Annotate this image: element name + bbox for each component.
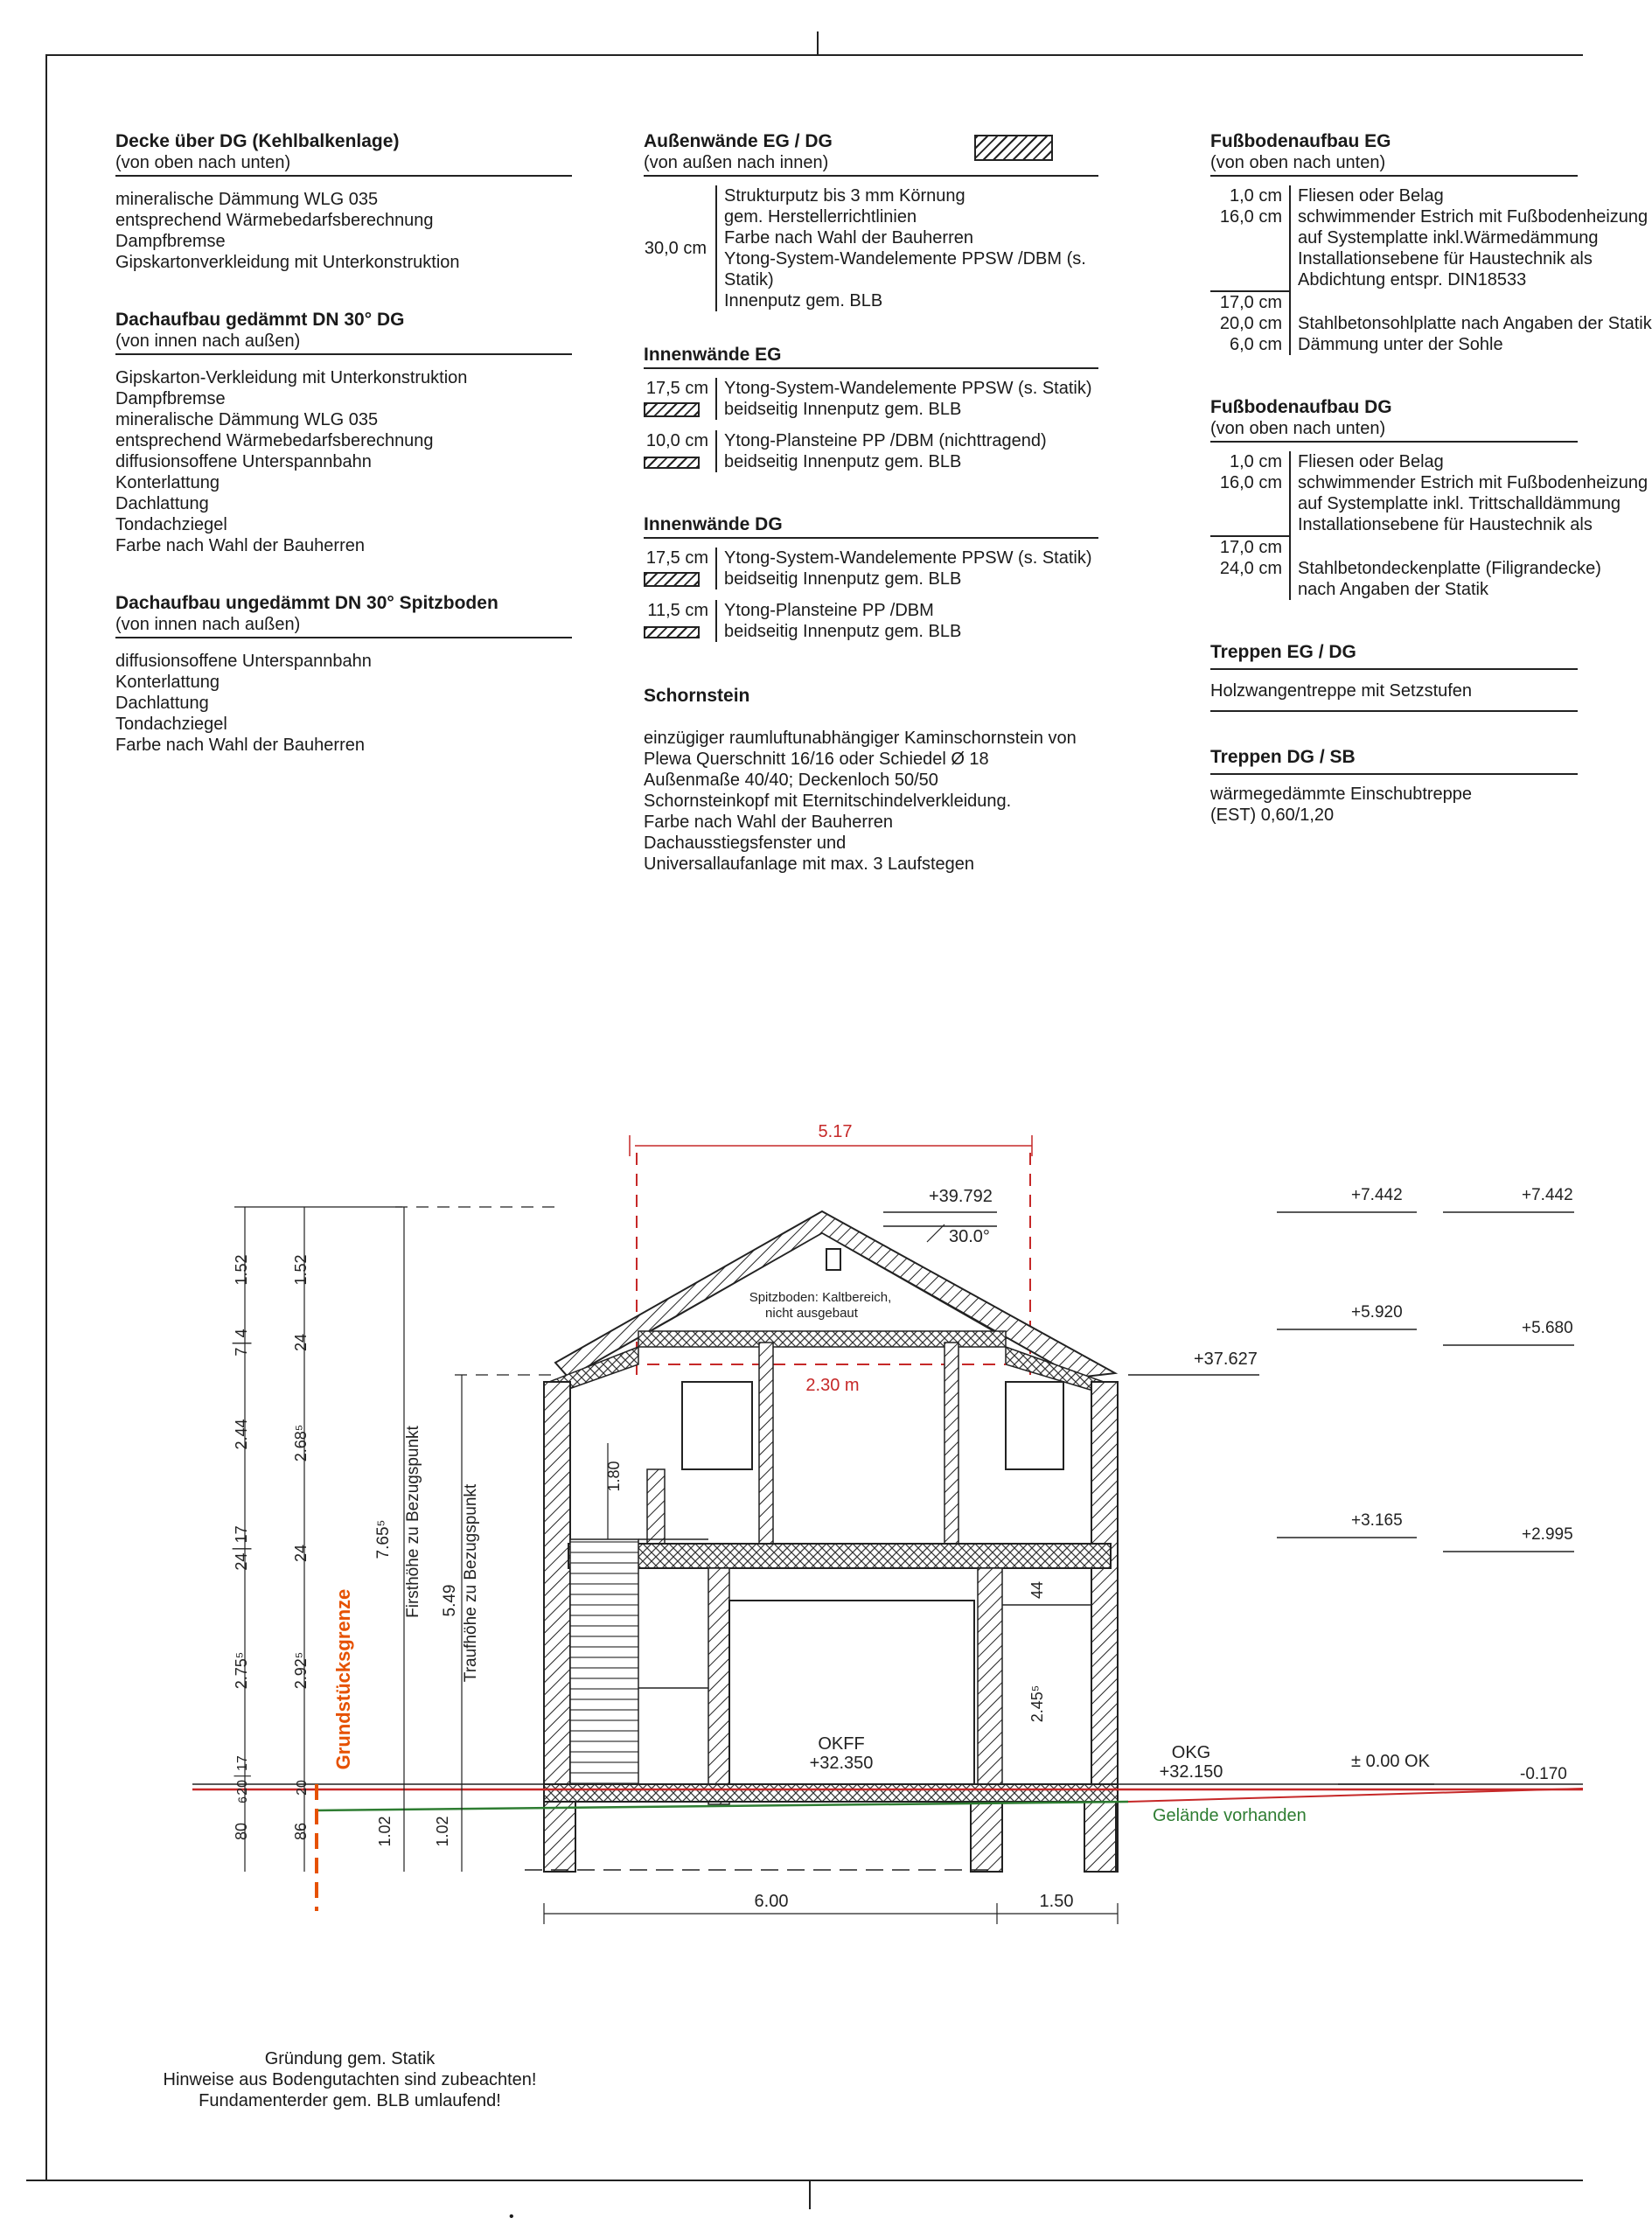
roof-uninsulated-title: Dachaufbau ungedämmt DN 30° Spitzboden	[115, 593, 498, 613]
spec-line: Dampfbremse	[115, 232, 226, 251]
roof-angle-label: 30.0°	[949, 1227, 990, 1246]
spec-line: mineralische Dämmung WLG 035	[115, 410, 379, 429]
note-line: Hinweise aus Bodengutachten sind zubeachten!	[163, 2070, 537, 2089]
spec-line: Universallaufanlage mit max. 3 Laufstegen	[644, 854, 974, 874]
spec-column-2	[644, 131, 1098, 875]
thickness-value: 17,5 cm	[645, 379, 708, 398]
okg-level: +32.150	[1159, 1762, 1223, 1782]
spec-line: entsprechend Wärmebedarfsberechnung	[115, 431, 434, 450]
spec-line: (EST) 0,60/1,20	[1210, 806, 1335, 825]
spec-line: Dachlattung	[115, 494, 209, 513]
note-line: Gründung gem. Statik	[264, 2049, 436, 2068]
spec-line: einzügiger raumluftunabhängiger Kaminschornstein von	[644, 729, 1077, 748]
floor-dg-spec	[1210, 397, 1649, 600]
divider	[1210, 668, 1578, 670]
ceiling-spec-title: Decke über DG (Kehlbalkenlage)	[115, 131, 400, 151]
thickness-value	[1210, 227, 1291, 248]
spec-line: Stahlbetondeckenplatte (Filigrandecke)	[1298, 559, 1601, 578]
divider	[115, 353, 572, 355]
spec-line: Gipskarton-Verkleidung mit Unterkonstruktion	[115, 368, 468, 387]
spec-line: nach Angaben der Statik	[1298, 580, 1488, 599]
eaves-height-value: 5.49	[441, 1584, 459, 1617]
left-chain-dim: 2.68⁵	[292, 1424, 310, 1462]
interior-walls-dg-spec	[644, 514, 1098, 642]
left-chain-dim: 2.44	[233, 1419, 250, 1450]
level-label: +5.680	[1522, 1319, 1573, 1337]
frame-bottom-line	[26, 2180, 1583, 2181]
left-chain-dim: 86	[292, 1822, 310, 1841]
roof-uninsulated-sub: (von innen nach außen)	[115, 615, 301, 634]
spec-line: Tondachziegel	[115, 715, 227, 734]
spec-line: beidseitig Innenputz gem. BLB	[724, 569, 962, 589]
left-chain-dim: 1.52	[292, 1254, 310, 1286]
ridge-level-label: +39.792	[929, 1187, 993, 1206]
thickness-value: 17,0 cm	[1210, 537, 1291, 558]
divider	[1210, 773, 1578, 775]
roof-insulated-sub: (von innen nach außen)	[115, 331, 301, 351]
dim-annex: 1.50	[1039, 1892, 1074, 1911]
okff-label: OKFF	[818, 1734, 865, 1754]
exterior-walls-sub: (von außen nach innen)	[644, 153, 829, 172]
spec-line: Ytong-Plansteine PP /DBM (nichttragend)	[724, 431, 1047, 450]
spec-line: Stahlbetonsohlplatte nach Angaben der Statik	[1298, 314, 1652, 333]
stairs-dg-title: Treppen DG / SB	[1210, 747, 1356, 767]
bottom-center-tick	[809, 2180, 811, 2209]
hatch-legend-icon	[974, 135, 1053, 161]
eaves-height-label: Traufhöhe zu Bezugspunkt	[462, 1483, 480, 1683]
floor-eg-spec	[1210, 131, 1652, 355]
dim-width-bottom: 6.00	[754, 1892, 789, 1911]
spec-line: Ytong-System-Wandelemente PPSW /DBM (s. Statik)	[724, 249, 1086, 289]
spec-line: Fliesen oder Belag	[1298, 452, 1444, 471]
roof-uninsulated-spec	[115, 593, 572, 756]
spec-line: Ytong-System-Wandelemente PPSW (s. Statik)	[724, 379, 1092, 398]
dim-width-top-label: 5.17	[818, 1122, 853, 1141]
terrain-label: Gelände vorhanden	[1153, 1806, 1307, 1825]
spec-line: Dämmung unter der Sohle	[1298, 335, 1503, 354]
level-label: +7.442	[1351, 1186, 1403, 1204]
spec-line: Farbe nach Wahl der Bauherren	[115, 536, 365, 555]
stairs-dg-spec	[1210, 747, 1583, 826]
base-dim: 1.02	[376, 1816, 394, 1847]
thickness-value	[1210, 514, 1291, 535]
thickness-value: 17,5 cm	[645, 548, 708, 568]
left-chain-dim: 6	[235, 1796, 249, 1803]
spec-line: Abdichtung entspr. DIN18533	[1298, 270, 1527, 289]
left-chain-dim: 2.92⁵	[292, 1651, 310, 1690]
divider	[1210, 441, 1578, 443]
divider	[1210, 710, 1578, 712]
spec-line: Gipskartonverkleidung mit Unterkonstruktion	[115, 253, 460, 272]
spec-line: Farbe nach Wahl der Bauherren	[644, 813, 893, 832]
spec-line: Dachlattung	[115, 694, 209, 713]
level-label: +7.442	[1522, 1186, 1573, 1204]
thickness-value	[1210, 579, 1291, 600]
roof-insulated-title: Dachaufbau gedämmt DN 30° DG	[115, 310, 405, 330]
top-center-tick	[817, 31, 819, 56]
stairs-eg-title: Treppen EG / DG	[1210, 642, 1356, 662]
thickness-value: 17,0 cm	[1210, 292, 1291, 313]
chimney-spec	[644, 686, 1098, 875]
zero-ok-label: ± 0.00 OK	[1351, 1752, 1430, 1771]
thickness-value: 6,0 cm	[1210, 334, 1291, 355]
spec-line: mineralische Dämmung WLG 035	[115, 190, 379, 209]
okff-level: +32.350	[809, 1754, 874, 1773]
ceiling-spec	[115, 131, 572, 273]
thickness-value: 10,0 cm	[645, 431, 708, 450]
spec-line	[1291, 537, 1601, 558]
spec-line	[1291, 292, 1652, 313]
spec-line: Fliesen oder Belag	[1298, 186, 1444, 206]
spec-column-1	[115, 131, 572, 756]
spec-line: schwimmender Estrich mit Fußbodenheizung	[1298, 207, 1649, 227]
eaves-level-label: +37.627	[1194, 1350, 1258, 1369]
thickness-value: 24,0 cm	[1210, 558, 1291, 579]
hatch-legend-icon	[644, 626, 700, 638]
left-chain-dim: 80	[233, 1822, 250, 1841]
left-chain-dim: 20│17	[235, 1755, 250, 1796]
spec-line: beidseitig Innenputz gem. BLB	[724, 400, 962, 419]
spec-line: Installationsebene für Haustechnik als	[1298, 249, 1593, 269]
level-label: +3.165	[1351, 1511, 1403, 1530]
spec-line: diffusionsoffene Unterspannbahn	[115, 652, 372, 671]
hatch-legend-icon	[644, 402, 700, 417]
divider	[115, 175, 572, 177]
page-mark: •	[509, 2209, 514, 2224]
thickness-value: 1,0 cm	[1210, 185, 1291, 206]
spec-line: Dampfbremse	[115, 389, 226, 408]
thickness-value	[1210, 269, 1291, 290]
spec-line: Farbe nach Wahl der Bauherren	[724, 228, 973, 248]
left-chain-dim: 2.75⁵	[233, 1651, 250, 1690]
dim-44: 44	[1028, 1580, 1046, 1600]
divider	[644, 367, 1098, 369]
left-chain-dim: 1.52	[233, 1254, 250, 1286]
floor-dg-sub: (von oben nach unten)	[1210, 419, 1386, 438]
level-label: -0.170	[1520, 1765, 1567, 1783]
boundary-label: Grundstücksgrenze	[332, 1588, 354, 1770]
ridge-height-label: Firsthöhe zu Bezugspunkt	[404, 1426, 422, 1618]
thickness-value	[1210, 248, 1291, 269]
level-label: +2.995	[1522, 1525, 1573, 1544]
building-section-drawing	[0, 1093, 1583, 2020]
spec-line: beidseitig Innenputz gem. BLB	[724, 622, 962, 641]
spec-line: auf Systemplatte inkl. Trittschalldämmung	[1298, 494, 1621, 513]
spec-line: Strukturputz bis 3 mm Körnung	[724, 186, 965, 206]
thickness-value: 11,5 cm	[647, 601, 708, 620]
spec-line: Außenmaße 40/40; Deckenloch 50/50	[644, 771, 938, 790]
spec-line: Ytong-System-Wandelemente PPSW (s. Statik)	[724, 548, 1092, 568]
interior-walls-eg-title: Innenwände EG	[644, 345, 782, 365]
spec-line: Ytong-Plansteine PP /DBM	[724, 601, 934, 620]
level-label: +5.920	[1351, 1303, 1403, 1322]
spec-line: auf Systemplatte inkl.Wärmedämmung	[1298, 228, 1599, 248]
spec-line: Konterlattung	[115, 673, 220, 692]
foundation-notes	[114, 2048, 586, 2111]
base-dim: 1.02	[434, 1816, 451, 1847]
spec-line: Konterlattung	[115, 473, 220, 492]
spec-line: diffusionsoffene Unterspannbahn	[115, 452, 372, 471]
interior-walls-eg-spec	[644, 345, 1098, 472]
thickness-value: 16,0 cm	[1210, 206, 1291, 227]
divider	[115, 637, 572, 638]
spec-line: Installationsebene für Haustechnik als	[1298, 515, 1593, 534]
level-markers	[1277, 1186, 1574, 1784]
divider	[644, 537, 1098, 539]
okg-label: OKG	[1171, 1743, 1211, 1762]
thickness-value: 20,0 cm	[1210, 313, 1291, 334]
stairs-eg-spec	[1210, 642, 1583, 712]
dim-245: 2.45⁵	[1028, 1684, 1046, 1723]
left-chain-dim: 24	[292, 1333, 310, 1352]
left-chain-dim: 24│17	[233, 1525, 250, 1571]
hatch-legend-icon	[644, 457, 700, 469]
spec-line: Schornsteinkopf mit Eternitschindelverkleidung.	[644, 792, 1012, 811]
spec-line: Plewa Querschnitt 16/16 oder Schiedel Ø 18	[644, 750, 989, 769]
left-chain-dim: 7│4	[233, 1329, 250, 1357]
divider	[644, 175, 1098, 177]
wall-thickness: 30,0 cm	[644, 239, 707, 258]
spec-line: schwimmender Estrich mit Fußbodenheizung	[1298, 473, 1649, 492]
spec-line: Dachausstiegsfenster und	[644, 834, 847, 853]
walls	[525, 1343, 1118, 1872]
hatch-legend-icon	[644, 572, 700, 587]
chimney-title: Schornstein	[644, 686, 750, 706]
thickness-value: 16,0 cm	[1210, 472, 1291, 493]
attic-label-1: Spitzboden: Kaltbereich,	[749, 1290, 892, 1305]
frame-top-line	[45, 54, 1583, 56]
dimension-top-width	[630, 1122, 1032, 1156]
spec-line: entsprechend Wärmebedarfsberechnung	[115, 211, 434, 230]
spec-line: Holzwangentreppe mit Setzstufen	[1210, 681, 1473, 701]
exterior-walls-title: Außenwände EG / DG	[644, 131, 833, 151]
divider	[1210, 175, 1578, 177]
floor-dg-title: Fußbodenaufbau DG	[1210, 397, 1392, 417]
spec-line: Innenputz gem. BLB	[724, 291, 883, 310]
attic-label-2: nicht ausgebaut	[765, 1306, 858, 1321]
spec-line: wärmegedämmte Einschubtreppe	[1210, 785, 1473, 804]
ridge-height-value: 7.65⁵	[374, 1519, 393, 1559]
spec-line: Tondachziegel	[115, 515, 227, 534]
exterior-walls-spec	[644, 131, 1098, 311]
dim-window: 1.80	[605, 1461, 623, 1492]
left-chain-dim: 24	[292, 1544, 310, 1563]
spec-line: Farbe nach Wahl der Bauherren	[115, 736, 365, 755]
floor-eg-sub: (von oben nach unten)	[1210, 153, 1386, 172]
thickness-value: 1,0 cm	[1210, 451, 1291, 472]
inner-height-label: 2.30 m	[805, 1376, 860, 1395]
roof-insulated-spec	[115, 310, 572, 556]
spec-line: beidseitig Innenputz gem. BLB	[724, 452, 962, 471]
spec-column-3	[1210, 131, 1652, 826]
thickness-value	[1210, 493, 1291, 514]
floor-eg-title: Fußbodenaufbau EG	[1210, 131, 1391, 151]
interior-walls-dg-title: Innenwände DG	[644, 514, 783, 534]
left-chain-dim: 20	[295, 1780, 310, 1796]
ceiling-spec-sub: (von oben nach unten)	[115, 153, 291, 172]
spec-line: gem. Herstellerrichtlinien	[724, 207, 917, 227]
note-line: Fundamenterder gem. BLB umlaufend!	[199, 2091, 501, 2110]
